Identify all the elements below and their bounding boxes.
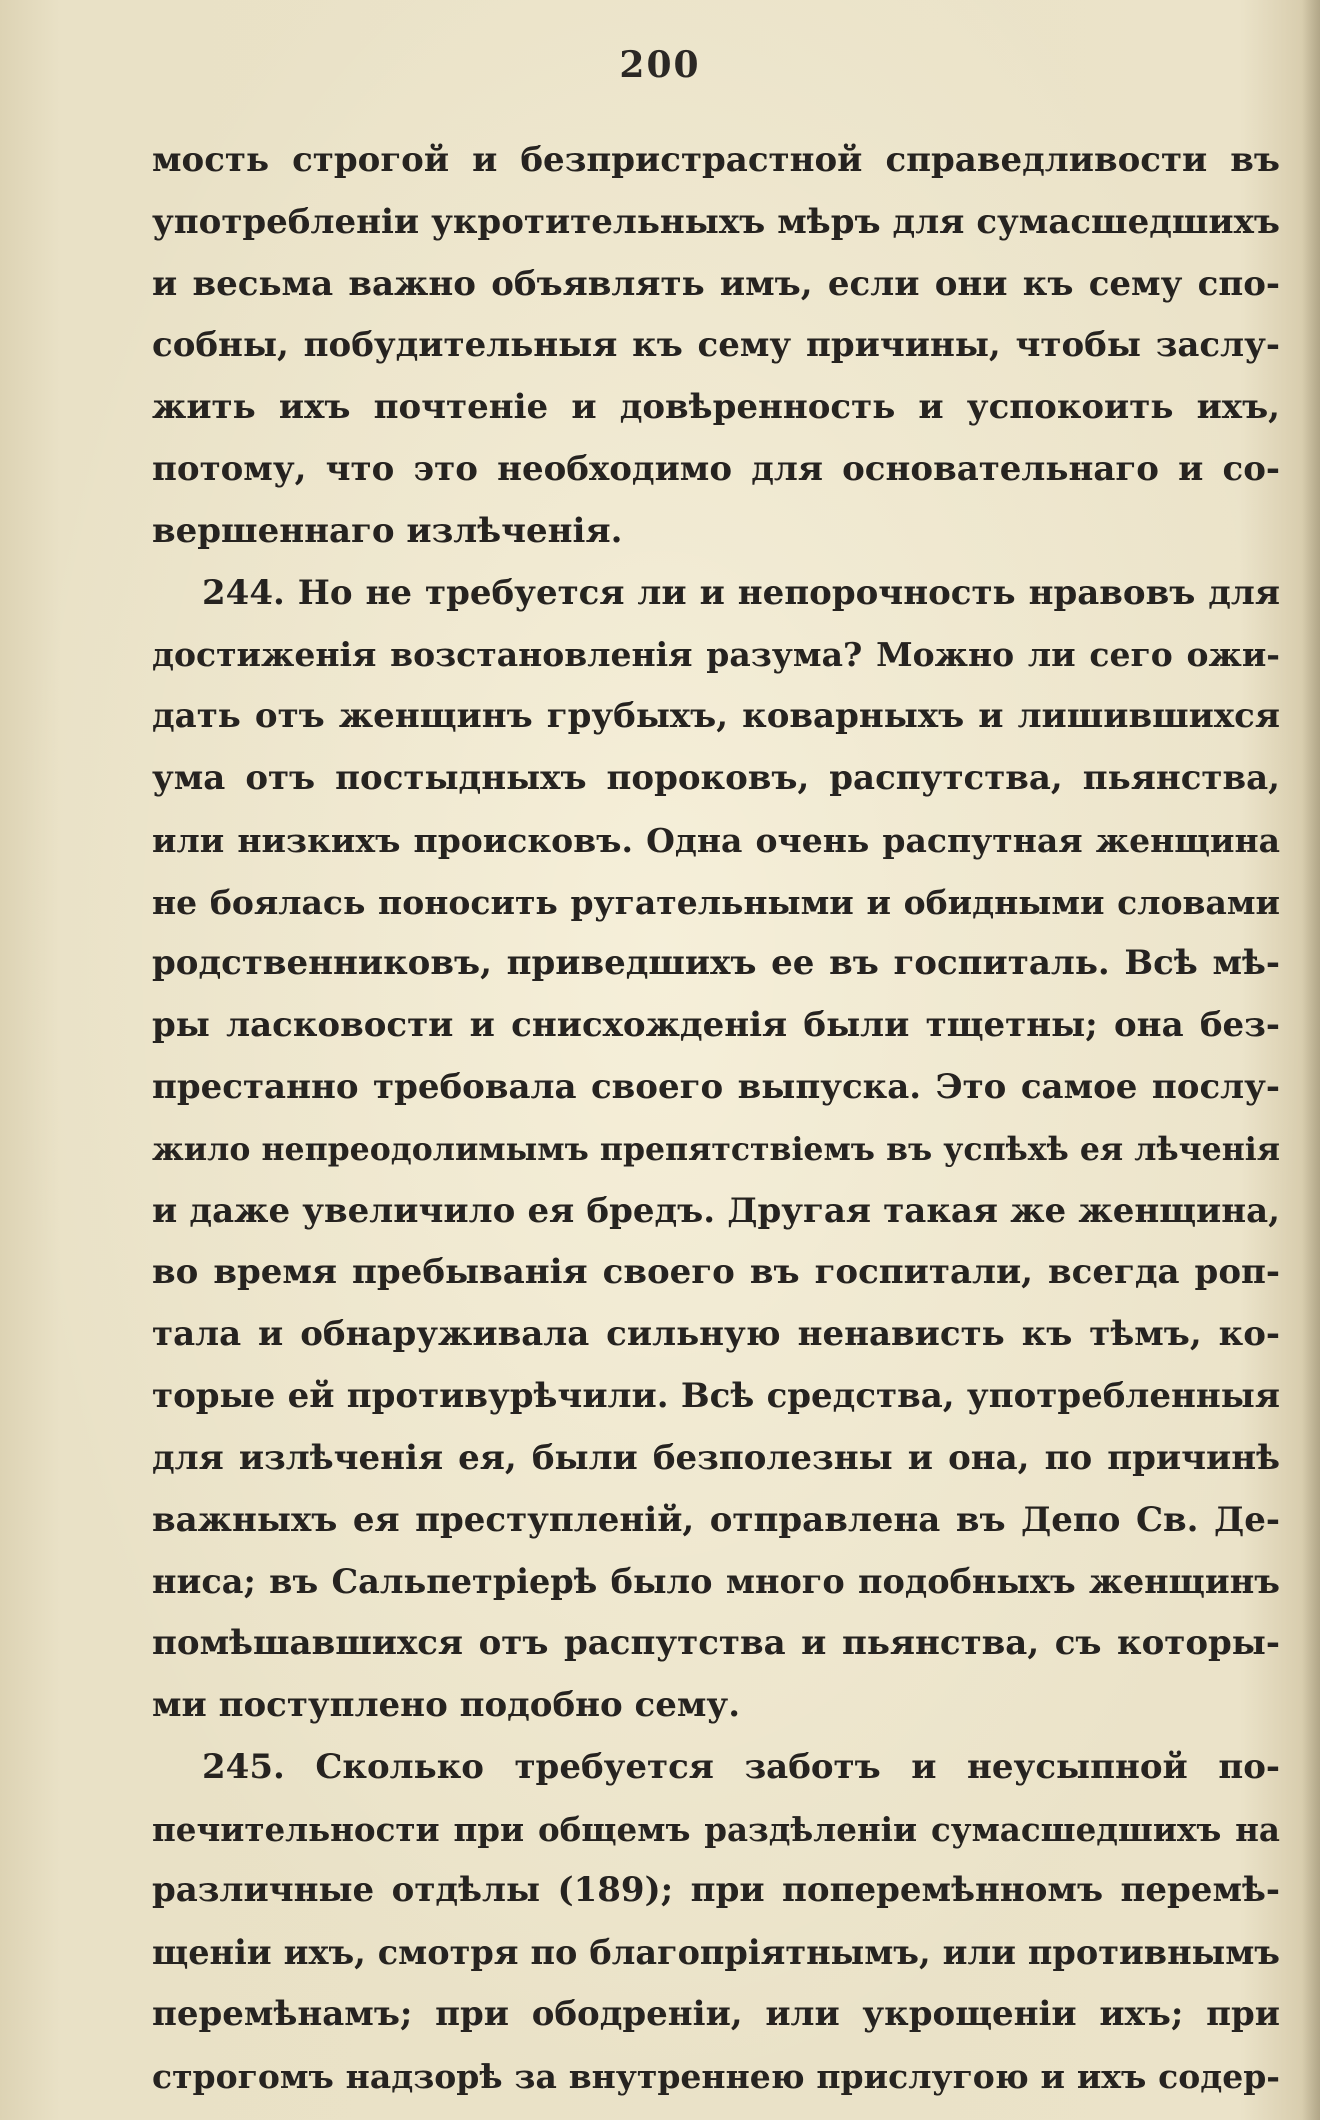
text-line: перемѣнамъ; при ободреніи, или укрощеніи ихъ; при xyxy=(152,1993,1280,2034)
text-line: собны, побудительныя къ сему причины, чтобы заслу- xyxy=(152,325,1280,366)
text-line: достиженія возстановленія разума? Можно ли сего ожи- xyxy=(152,635,1280,675)
page-number: 200 xyxy=(619,44,701,86)
text-line: важныхъ ея преступленій, отправлена въ Депо Св. Де- xyxy=(152,1499,1280,1540)
text-line: ниса; въ Сальпетріерѣ было много подобныхъ женщинъ xyxy=(152,1562,1280,1602)
text-line: торые ей противурѣчили. Всѣ средства, употребленныя xyxy=(152,1375,1280,1416)
text-line: вершеннаго излѣченія. xyxy=(152,510,623,551)
text-line: щеніи ихъ, смотря по благопріятнымъ, или противнымъ xyxy=(152,1933,1280,1973)
text-line: печительности при общемъ раздѣленіи сумасшедшихъ на xyxy=(152,1809,1280,1849)
text-line: престанно требовала своего выпуска. Это самое послу- xyxy=(152,1066,1280,1107)
text-line: мость строгой и безпристрастной справедливости въ xyxy=(152,140,1280,180)
text-line: ми поступлено подобно сему. xyxy=(152,1684,741,1725)
paragraph-245-start: 245. Сколько требуется заботъ и неусыпной по- xyxy=(202,1746,1280,1787)
text-line: или низкихъ происковъ. Одна очень распутная женщина xyxy=(152,820,1280,860)
text-line: жило непреодолимымъ препятствіемъ въ успѣхѣ ея лѣченія xyxy=(152,1130,1280,1168)
text-line: не боялась поносить ругательными и обидными словами xyxy=(152,882,1280,922)
text-line: потому, что это необходимо для основательнаго и со- xyxy=(152,448,1280,489)
text-line: ры ласковости и снисхожденія были тщетны; она без- xyxy=(152,1005,1280,1046)
text-line: помѣшавшихся отъ распутства и пьянства, съ которы- xyxy=(152,1623,1280,1664)
text-line: для излѣченія ея, были безполезны и она, по причинѣ xyxy=(152,1437,1280,1478)
text-line: употребленіи укротительныхъ мѣръ для сумасшедшихъ xyxy=(152,201,1280,242)
page-gutter-shadow xyxy=(1302,0,1320,2120)
text-line: ума отъ постыдныхъ пороковъ, распутства, пьянства, xyxy=(152,757,1280,798)
text-line: и даже увеличило ея бредъ. Другая такая же женщина, xyxy=(152,1190,1280,1231)
paragraph-244-start: 244. Но не требуется ли и непорочность нравовъ для xyxy=(202,572,1280,613)
text-line: тала и обнаруживала сильную ненависть къ тѣмъ, ко- xyxy=(152,1314,1280,1355)
text-line: родственниковъ, приведшихъ ее въ госпиталь. Всѣ мѣ- xyxy=(152,943,1280,984)
text-line: дать отъ женщинъ грубыхъ, коварныхъ и лишившихся xyxy=(152,696,1280,737)
text-line: строгомъ надзорѣ за внутреннею прислугою и ихъ содер- xyxy=(152,2056,1280,2096)
text-line: во время пребыванія своего въ госпитали, всегда роп- xyxy=(152,1252,1280,1293)
body-text xyxy=(152,130,1280,2108)
text-line: жить ихъ почтеніе и довѣренность и успокоить ихъ, xyxy=(152,387,1280,428)
text-line: различные отдѣлы (189); при поперемѣнномъ перемѣ- xyxy=(152,1870,1280,1911)
text-line: и весьма важно объявлять имъ, если они къ сему спо- xyxy=(152,263,1280,304)
